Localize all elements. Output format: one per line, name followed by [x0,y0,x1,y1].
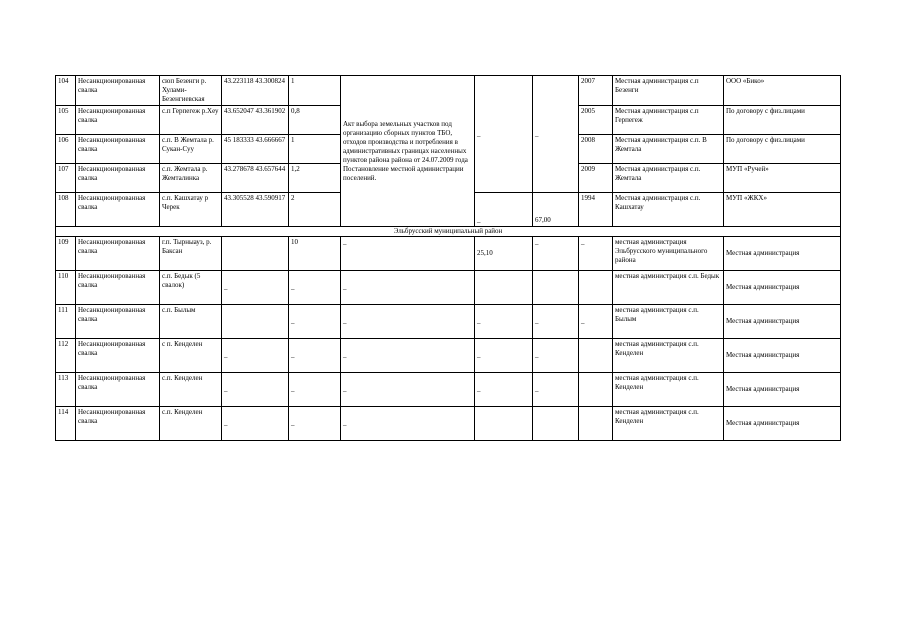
year [579,271,613,305]
act-cell: _ [341,373,475,407]
location: с п. Кенделен [160,339,222,373]
year: _ [579,237,613,271]
volume: 2 [289,193,341,227]
value-cell: _ [533,237,579,271]
location: с.п. Былым [160,305,222,339]
value-cell: _ [533,305,579,339]
coordinates: 43.652047 43.361902 [222,106,289,135]
administration: Местная администрация с.п. Жемтала [613,164,724,193]
row-number: 107 [56,164,76,193]
dash: _ [535,129,539,138]
location: сюп Безенги р. Хулами-Безенгиевская [160,76,222,106]
volume: 10 [289,237,341,271]
area-cell [475,271,533,305]
act-cell: _ [341,305,475,339]
administration: местная администрация с.п. Бедык [613,271,724,305]
administration: Местная администрация с.п. Кашхатау [613,193,724,227]
organization: МУП «ЖКХ» [724,193,841,227]
location: с.п. Кенделен [160,373,222,407]
value-cell: _ [533,339,579,373]
location: с.п. Бедык (5 свалок) [160,271,222,305]
dumps-table [55,75,841,441]
organization: МУП «Ручей» [724,164,841,193]
year: 2009 [579,164,613,193]
act-document-cell [341,76,475,227]
volume: _ [289,339,341,373]
dump-type: Несанкционированная свалка [76,164,160,193]
administration: местная администрация с.п. Кенделен [613,407,724,441]
area-cell: 25,10 [475,237,533,271]
dump-type: Несанкционированная свалка [76,237,160,271]
year: 1994 [579,193,613,227]
table-row [56,237,841,271]
value-cell: _ [533,373,579,407]
section-row [56,227,841,237]
row-number: 110 [56,271,76,305]
dump-type: Несанкционированная свалка [76,271,160,305]
dash: _ [477,129,481,138]
act-cell: _ [341,237,475,271]
value-cell [533,407,579,441]
administration: местная администрация с.п. Кенделен [613,339,724,373]
row-number: 114 [56,407,76,441]
act-cell: _ [341,271,475,305]
year [579,407,613,441]
organization: Местная администрация [724,407,841,441]
organization: Местная администрация [724,373,841,407]
volume: _ [289,271,341,305]
dump-type: Несанкционированная свалка [76,76,160,106]
area-cell: _ [475,305,533,339]
dump-type: Несанкционированная свалка [76,305,160,339]
organization: Местная администрация [724,339,841,373]
administration: местная администрация с.п. Кенделен [613,373,724,407]
coordinates [222,305,289,339]
dump-type: Несанкционированная свалка [76,407,160,441]
act-cell: _ [341,407,475,441]
value-cell [533,271,579,305]
organization: По договору с физ.лицами [724,106,841,135]
year [579,373,613,407]
section-title: Эльбрусский муниципальный район [56,227,841,237]
location: с.п. Жемтала р. Жемталинка [160,164,222,193]
organization: ООО «Бико» [724,76,841,106]
row-number: 109 [56,237,76,271]
year: _ [579,305,613,339]
administration: Местная администрация с.п Безенги [613,76,724,106]
table-row [56,271,841,305]
administration: Местная администрация с.п. В Жемтала [613,135,724,164]
table-row [56,76,841,106]
area-cell [475,193,533,227]
volume: _ [289,305,341,339]
act-cell: _ [341,339,475,373]
organization: Местная администрация [724,305,841,339]
table-row [56,339,841,373]
coordinates: _ [222,407,289,441]
area-cell: _ [475,339,533,373]
year: 2007 [579,76,613,106]
row-number: 106 [56,135,76,164]
administration: Местная администрация с.п Герпегеж [613,106,724,135]
act-text: Акт выбора земельных участков под организацию сборных пунктов ТБО, отходов производства и потребления в административных границах населенных пунктов района района от 24.07.2009 года Постановление местной администрации поселений. [343,119,468,182]
row-number: 112 [56,339,76,373]
dump-type: Несанкционированная свалка [76,135,160,164]
administration: местная администрация с.п. Былым [613,305,724,339]
table-row [56,373,841,407]
dump-type: Несанкционированная свалка [76,339,160,373]
year [579,339,613,373]
volume: 1 [289,135,341,164]
dash: _ [477,216,481,224]
location: с.п. В Жемтала р. Сукан-Суу [160,135,222,164]
row-number: 105 [56,106,76,135]
organization: Местная администрация [724,237,841,271]
area-cell [475,407,533,441]
dump-type: Несанкционированная свалка [76,193,160,227]
organization: Местная администрация [724,271,841,305]
row-number: 111 [56,305,76,339]
coordinates: 43.305528 43.590917 [222,193,289,227]
dump-type: Несанкционированная свалка [76,106,160,135]
coordinates: _ [222,339,289,373]
coordinates: _ [222,373,289,407]
value: 67,00 [535,216,551,224]
row-number: 108 [56,193,76,227]
location: с.п Герпегеж р.Хеу [160,106,222,135]
dump-type: Несанкционированная свалка [76,373,160,407]
coordinates [222,237,289,271]
volume: 1 [289,76,341,106]
table-row [56,407,841,441]
administration: местная администрация Эльбрусского муниципального района [613,237,724,271]
area-cell: _ [475,373,533,407]
value-cell [533,76,579,193]
location: с.п. Кенделен [160,407,222,441]
row-number: 113 [56,373,76,407]
coordinates: 43.223118 43.300824 [222,76,289,106]
coordinates: _ [222,271,289,305]
volume: 0,8 [289,106,341,135]
year: 2008 [579,135,613,164]
volume: _ [289,407,341,441]
year: 2005 [579,106,613,135]
row-number: 104 [56,76,76,106]
table-row [56,305,841,339]
volume: _ [289,373,341,407]
volume: 1,2 [289,164,341,193]
organization: По договору с физ.лицами [724,135,841,164]
value-cell [533,193,579,227]
coordinates: 45 183333 43.666667 [222,135,289,164]
location: г.п. Тырныауз, р. Баксан [160,237,222,271]
location: с.п. Кашхатау р Черек [160,193,222,227]
coordinates: 43.278678 43.657644 [222,164,289,193]
area-cell [475,76,533,193]
